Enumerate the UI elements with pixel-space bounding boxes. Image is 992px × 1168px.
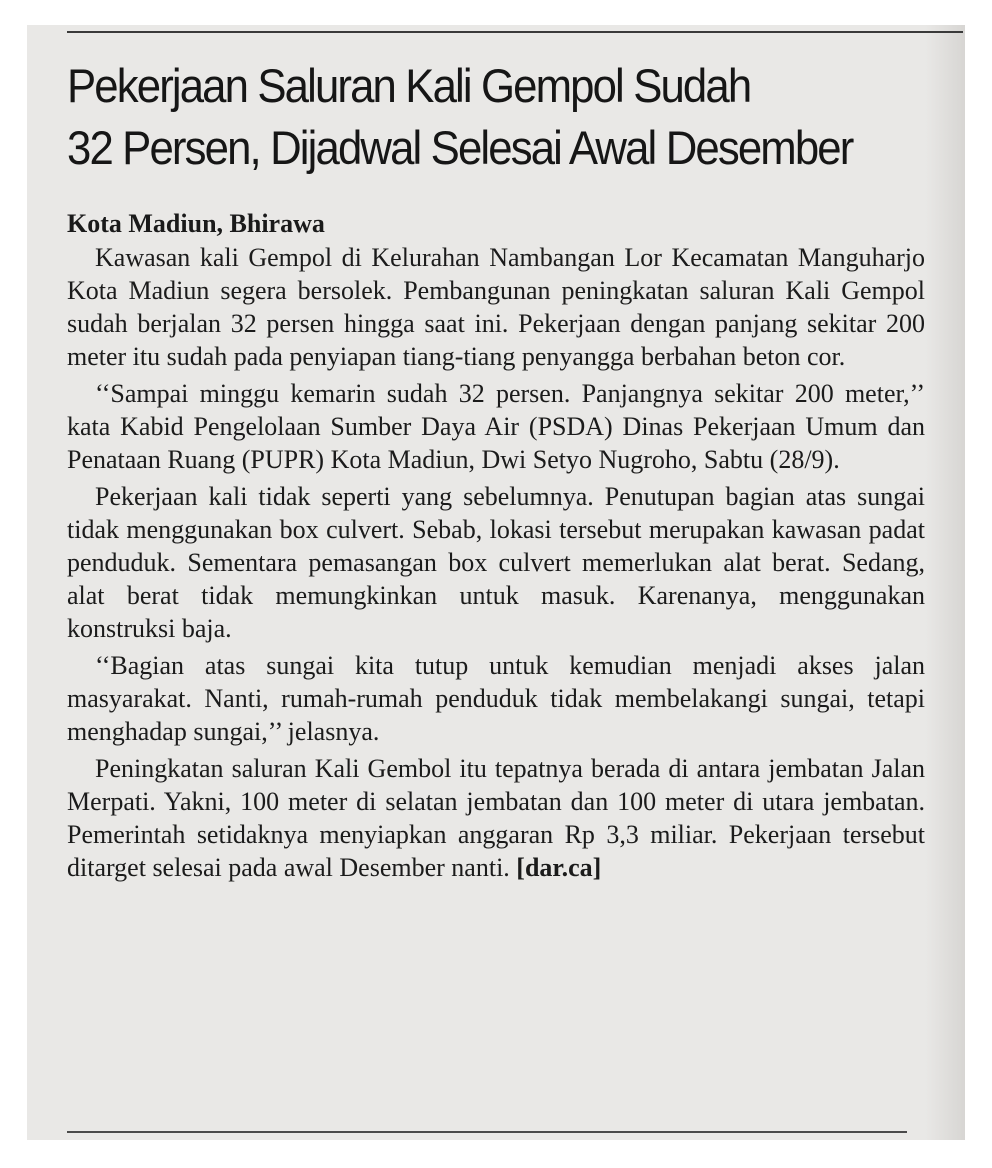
article-body <box>67 241 925 888</box>
bottom-rule <box>67 1131 907 1133</box>
newspaper-clipping <box>27 25 965 1140</box>
headline-line-2: 32 Persen, Dijadwal Selesai Awal Desember <box>67 121 853 174</box>
author-signoff: [dar.ca] <box>516 853 602 882</box>
paragraph-5-text: Peningkatan saluran Kali Gembol itu tepatnya berada di antara jembatan Jalan Merpati. Yakni, 100 meter di selatan jembatan dan 100 meter di utara jembatan. Pemerintah setidaknya menyiapkan anggaran Rp 3,3 miliar. Pekerjaan tersebut ditarget selesai pada awal Desember nanti. <box>67 754 925 882</box>
paragraph-1: Kawasan kali Gempol di Kelurahan Nambangan Lor Kecamatan Manguharjo Kota Madiun segera bersolek. Pembangunan peningkatan saluran Kali Gempol sudah berjalan 32 persen hingga saat ini. Pekerjaan dengan panjang sekitar 200 meter itu sudah pada penyiapan tiang-tiang penyangga berbahan beton cor. <box>67 243 925 371</box>
paragraph-2: ‘‘Sampai minggu kemarin sudah 32 persen. Panjangnya sekitar 200 meter,’’ kata Kabid Pengelolaan Sumber Daya Air (PSDA) Dinas Pekerjaan Umum dan Penataan Ruang (PUPR) Kota Madiun, Dwi Setyo Nugroho, Sabtu (28/9). <box>67 379 925 474</box>
page-bleed-shadow <box>925 25 965 1140</box>
paragraph-5 <box>67 752 925 884</box>
paragraph-4: ‘‘Bagian atas sungai kita tutup untuk kemudian menjadi akses jalan masyarakat. Nanti, rumah-rumah penduduk tidak membelakangi sungai, tetapi menghadap sungai,’’ jelasnya. <box>67 651 925 746</box>
paragraph-3: Pekerjaan kali tidak seperti yang sebelumnya. Penutupan bagian atas sungai tidak menggunakan box culvert. Sebab, lokasi tersebut merupakan kawasan padat penduduk. Sementara pemasangan box culvert memerlukan alat berat. Sedang, alat berat tidak memungkinkan untuk masuk. Karenanya, menggunakan konstruksi baja. <box>67 482 925 643</box>
headline <box>67 55 885 179</box>
dateline: Kota Madiun, Bhirawa <box>67 209 325 238</box>
headline-line-1: Pekerjaan Saluran Kali Gempol Sudah <box>67 59 751 112</box>
top-rule <box>67 31 963 33</box>
